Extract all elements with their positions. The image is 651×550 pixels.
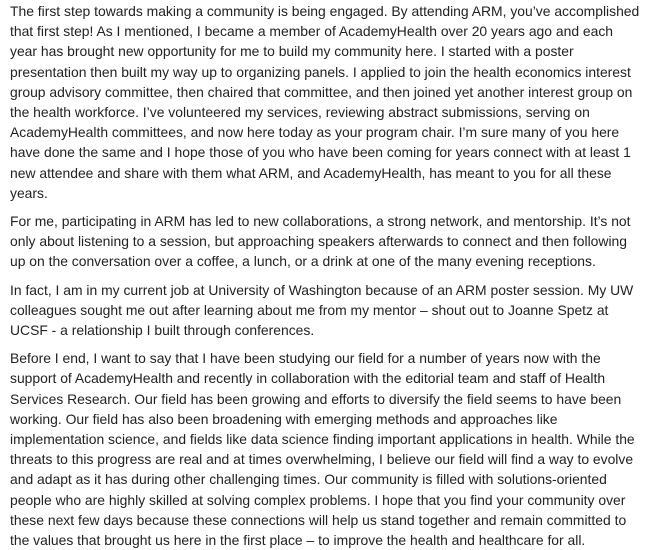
paragraph-current-job: In fact, I am in my current job at University of Washington because of an ARM poster session. My UW colleagues sought me out after learning about me from my mentor – shout out to Joanne Spetz at UCSF - a relationship I built through conferences. — [10, 281, 634, 339]
paragraph-community-engagement: The first step towards making a community is being engaged. By attending ARM, you’ve accomplished that first step! As I mentioned, I became a member of AcademyHealth over 20 years ago and each year has brought new opportunity for me to build my community here. I started with a poster presentation then built my way up to organizing panels. I applied to join the health economics interest group advisory committee, then chaired that committee, and then joined yet another interest group on the health workforce. I’ve volunteered my services, reviewing abstract submissions, serving on AcademyHealth committees, and now here today as your program chair. I’m sure many of you here have done the same and I hope those of you who have been coming for years connect with at least 1 new attendee and share with them what ARM, and AcademyHealth, has meant to you for all these years. — [10, 3, 640, 201]
paragraph-closing: Before I end, I want to say that I have been studying our field for a number of years now with the support of AcademyHealth and recently in collaboration with the editorial team and staff of Health Services Research. Our field has been growing and efforts to diversify the field seems to have been working. Our field has also been broadening with emerging methods and approaches like implementation science, and fields like data science finding important applications in health. While the threats to this progress are real and at times overwhelming, I believe our field will find a way to evolve and adapt as it has during other challenging times. Our community is filled with solutions-oriented people who are highly skilled at solving complex problems. I hope that you find your community over these next few days because these connections will help us stand together and remain committed to the values that brought us here in the first place – to improve the health and healthcare for all. — [10, 350, 635, 549]
paragraph-collaborations: For me, participating in ARM has led to new collaborations, a strong network, and mentorship. It’s not only about listening to a session, but approaching speakers afterwards to connect and then following up on the conversation over a coffee, a lunch, or a drink at one of the many evening receptions. — [10, 213, 631, 270]
